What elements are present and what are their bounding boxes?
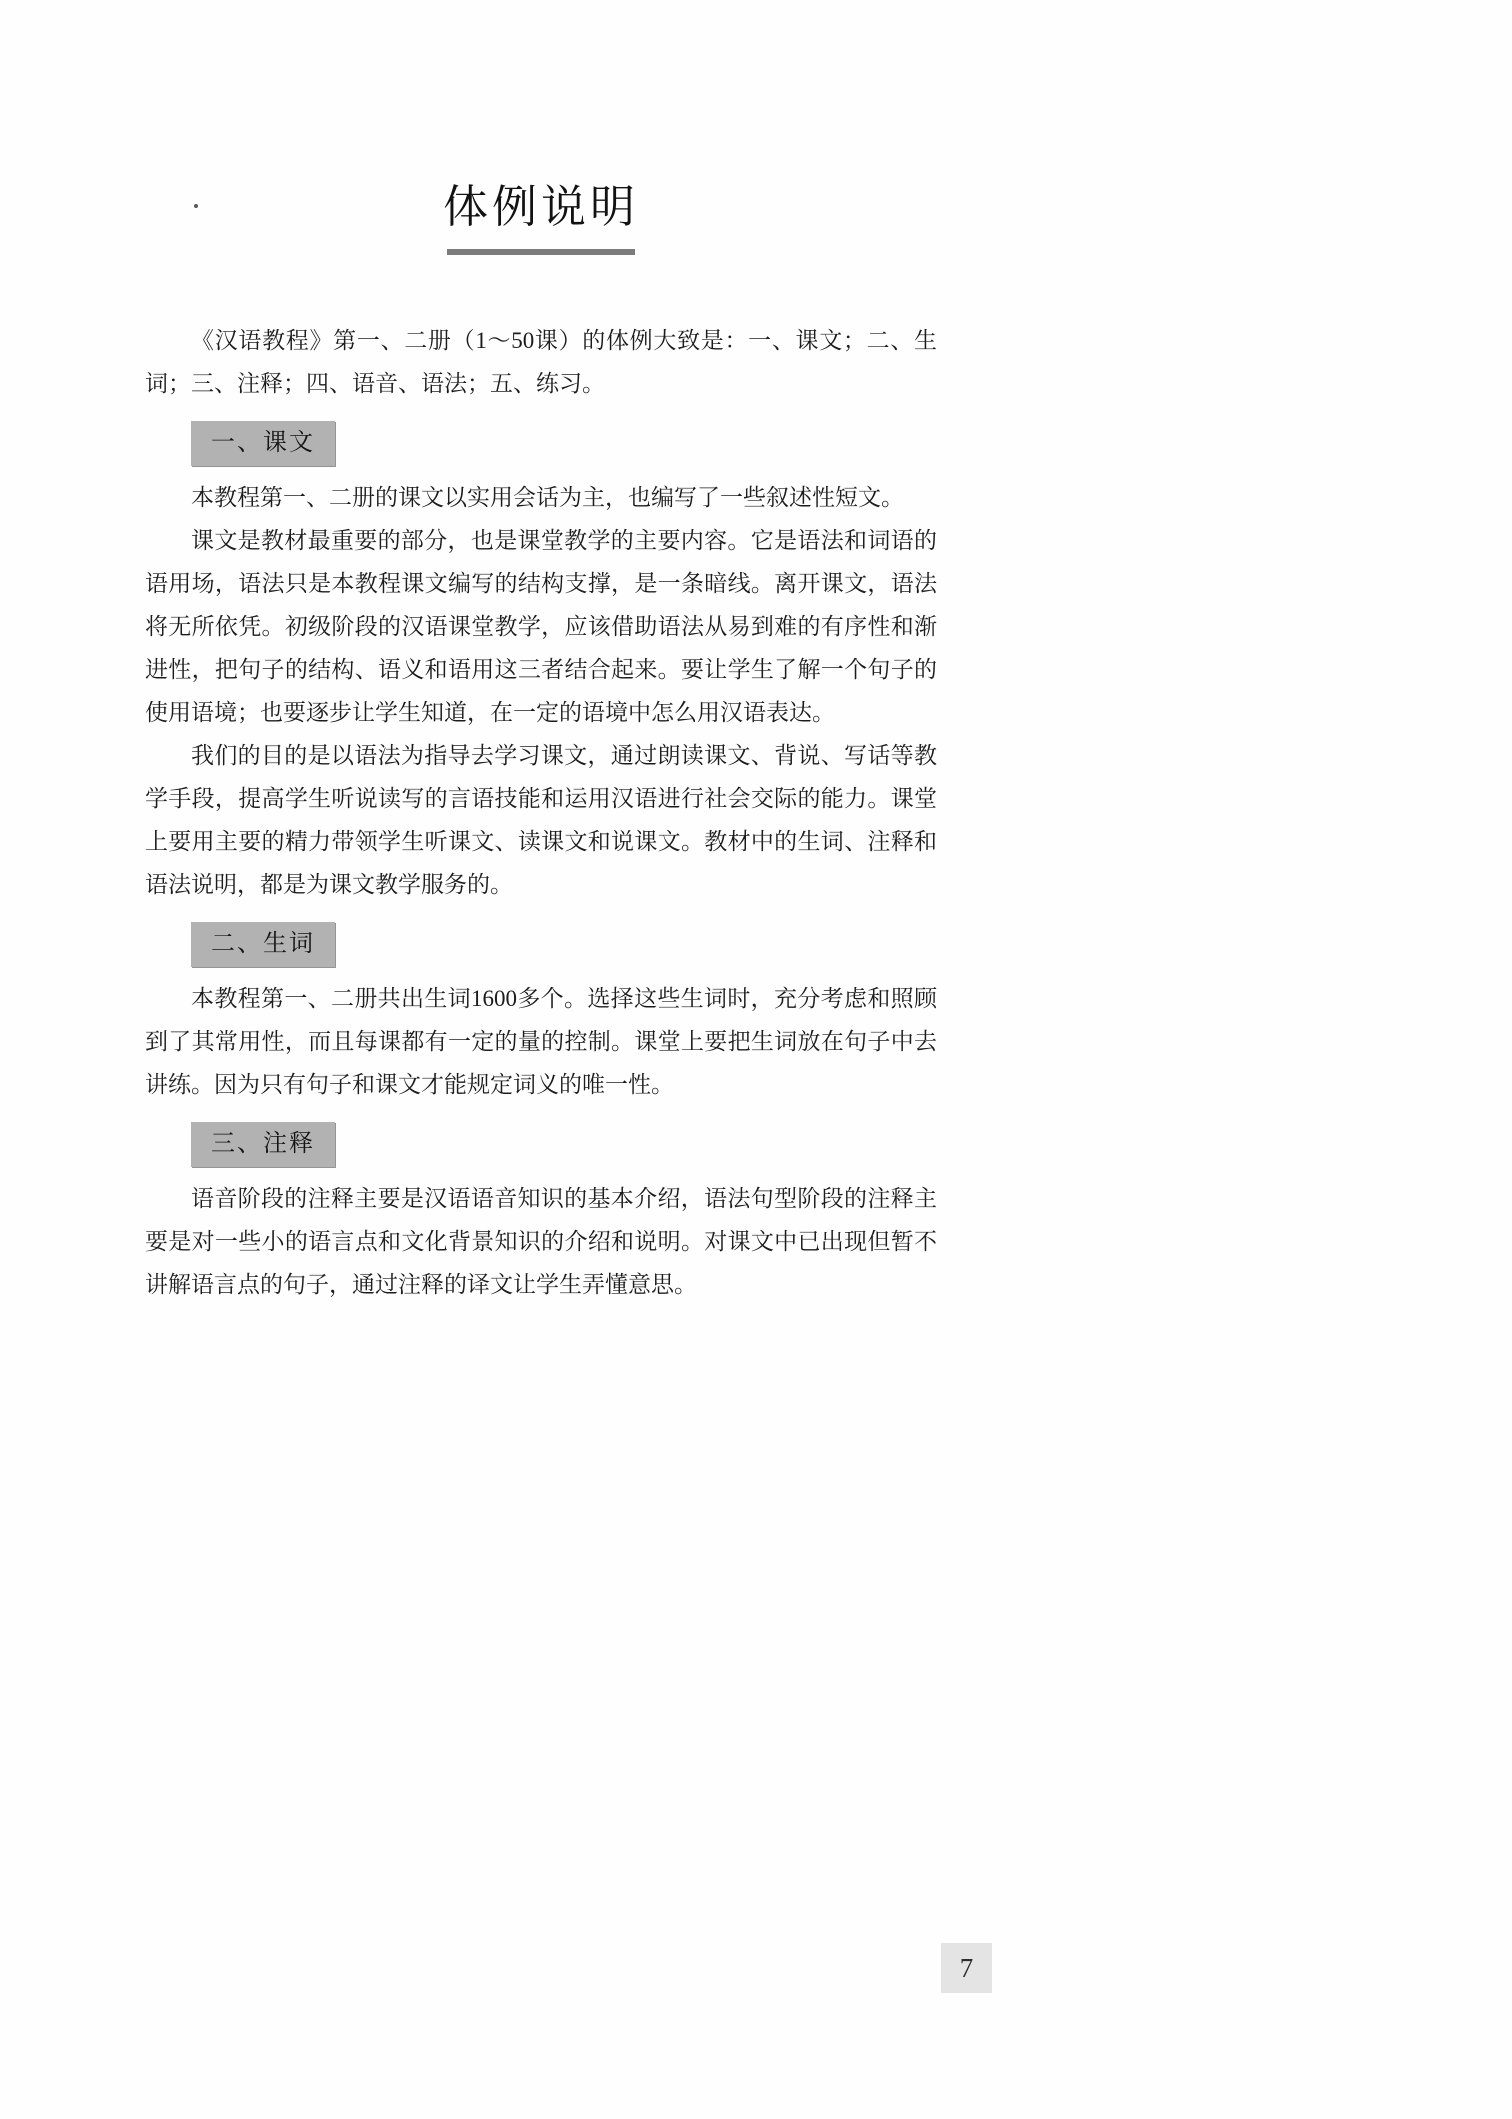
page-title: 体例说明	[442, 182, 639, 232]
title-underline	[447, 249, 635, 255]
intro-paragraph: 《汉语教程》第一、二册（1～50课）的体例大致是：一、课文；二、生词；三、注释；四、语音、语法；五、练习。	[145, 328, 937, 396]
section-1-paragraph-3: 我们的目的是以语法为指导去学习课文，通过朗读课文、背说、写话等教学手段，提高学生听说读写的言语技能和运用汉语进行社会交际的能力。课堂上要用主要的精力带领学生听课文、读课文和说课文。教材中的生词、注释和语法说明，都是为课文教学服务的。	[145, 743, 937, 897]
section-heading-row-1	[191, 421, 937, 466]
section-heading-row-3	[191, 1122, 937, 1167]
section-3-paragraph-1: 语音阶段的注释主要是汉语语音知识的基本介绍，语法句型阶段的注释主要是对一些小的语言点和文化背景知识的介绍和说明。对课文中已出现但暂不讲解语言点的句子，通过注释的译文让学生弄懂意思。	[145, 1186, 937, 1297]
document-header	[145, 0, 937, 255]
section-heading-shengci: 二、生词	[191, 922, 335, 967]
document-body	[145, 319, 937, 1306]
section-2-paragraph-1: 本教程第一、二册共出生词1600多个。选择这些生词时，充分考虑和照顾到了其常用性，而且每课都有一定的量的控制。课堂上要把生词放在句子中去讲练。因为只有句子和课文才能规定词义的唯一性。	[145, 986, 937, 1097]
section-heading-row-2	[191, 922, 937, 967]
scan-speck	[194, 204, 198, 208]
section-1-paragraph-1: 本教程第一、二册的课文以实用会话为主，也编写了一些叙述性短文。	[191, 485, 904, 510]
section-heading-zhushi: 三、注释	[191, 1122, 335, 1167]
page-number-badge	[941, 1943, 992, 1993]
page-number: 7	[959, 1952, 974, 1983]
section-heading-kewen: 一、课文	[191, 421, 335, 466]
section-1-paragraph-2: 课文是教材最重要的部分，也是课堂教学的主要内容。它是语法和词语的语用场，语法只是本教程课文编写的结构支撑，是一条暗线。离开课文，语法将无所依凭。初级阶段的汉语课堂教学，应该借助语法从易到难的有序性和渐进性，把句子的结构、语义和语用这三者结合起来。要让学生了解一个句子的使用语境；也要逐步让学生知道，在一定的语境中怎么用汉语表达。	[145, 528, 937, 725]
